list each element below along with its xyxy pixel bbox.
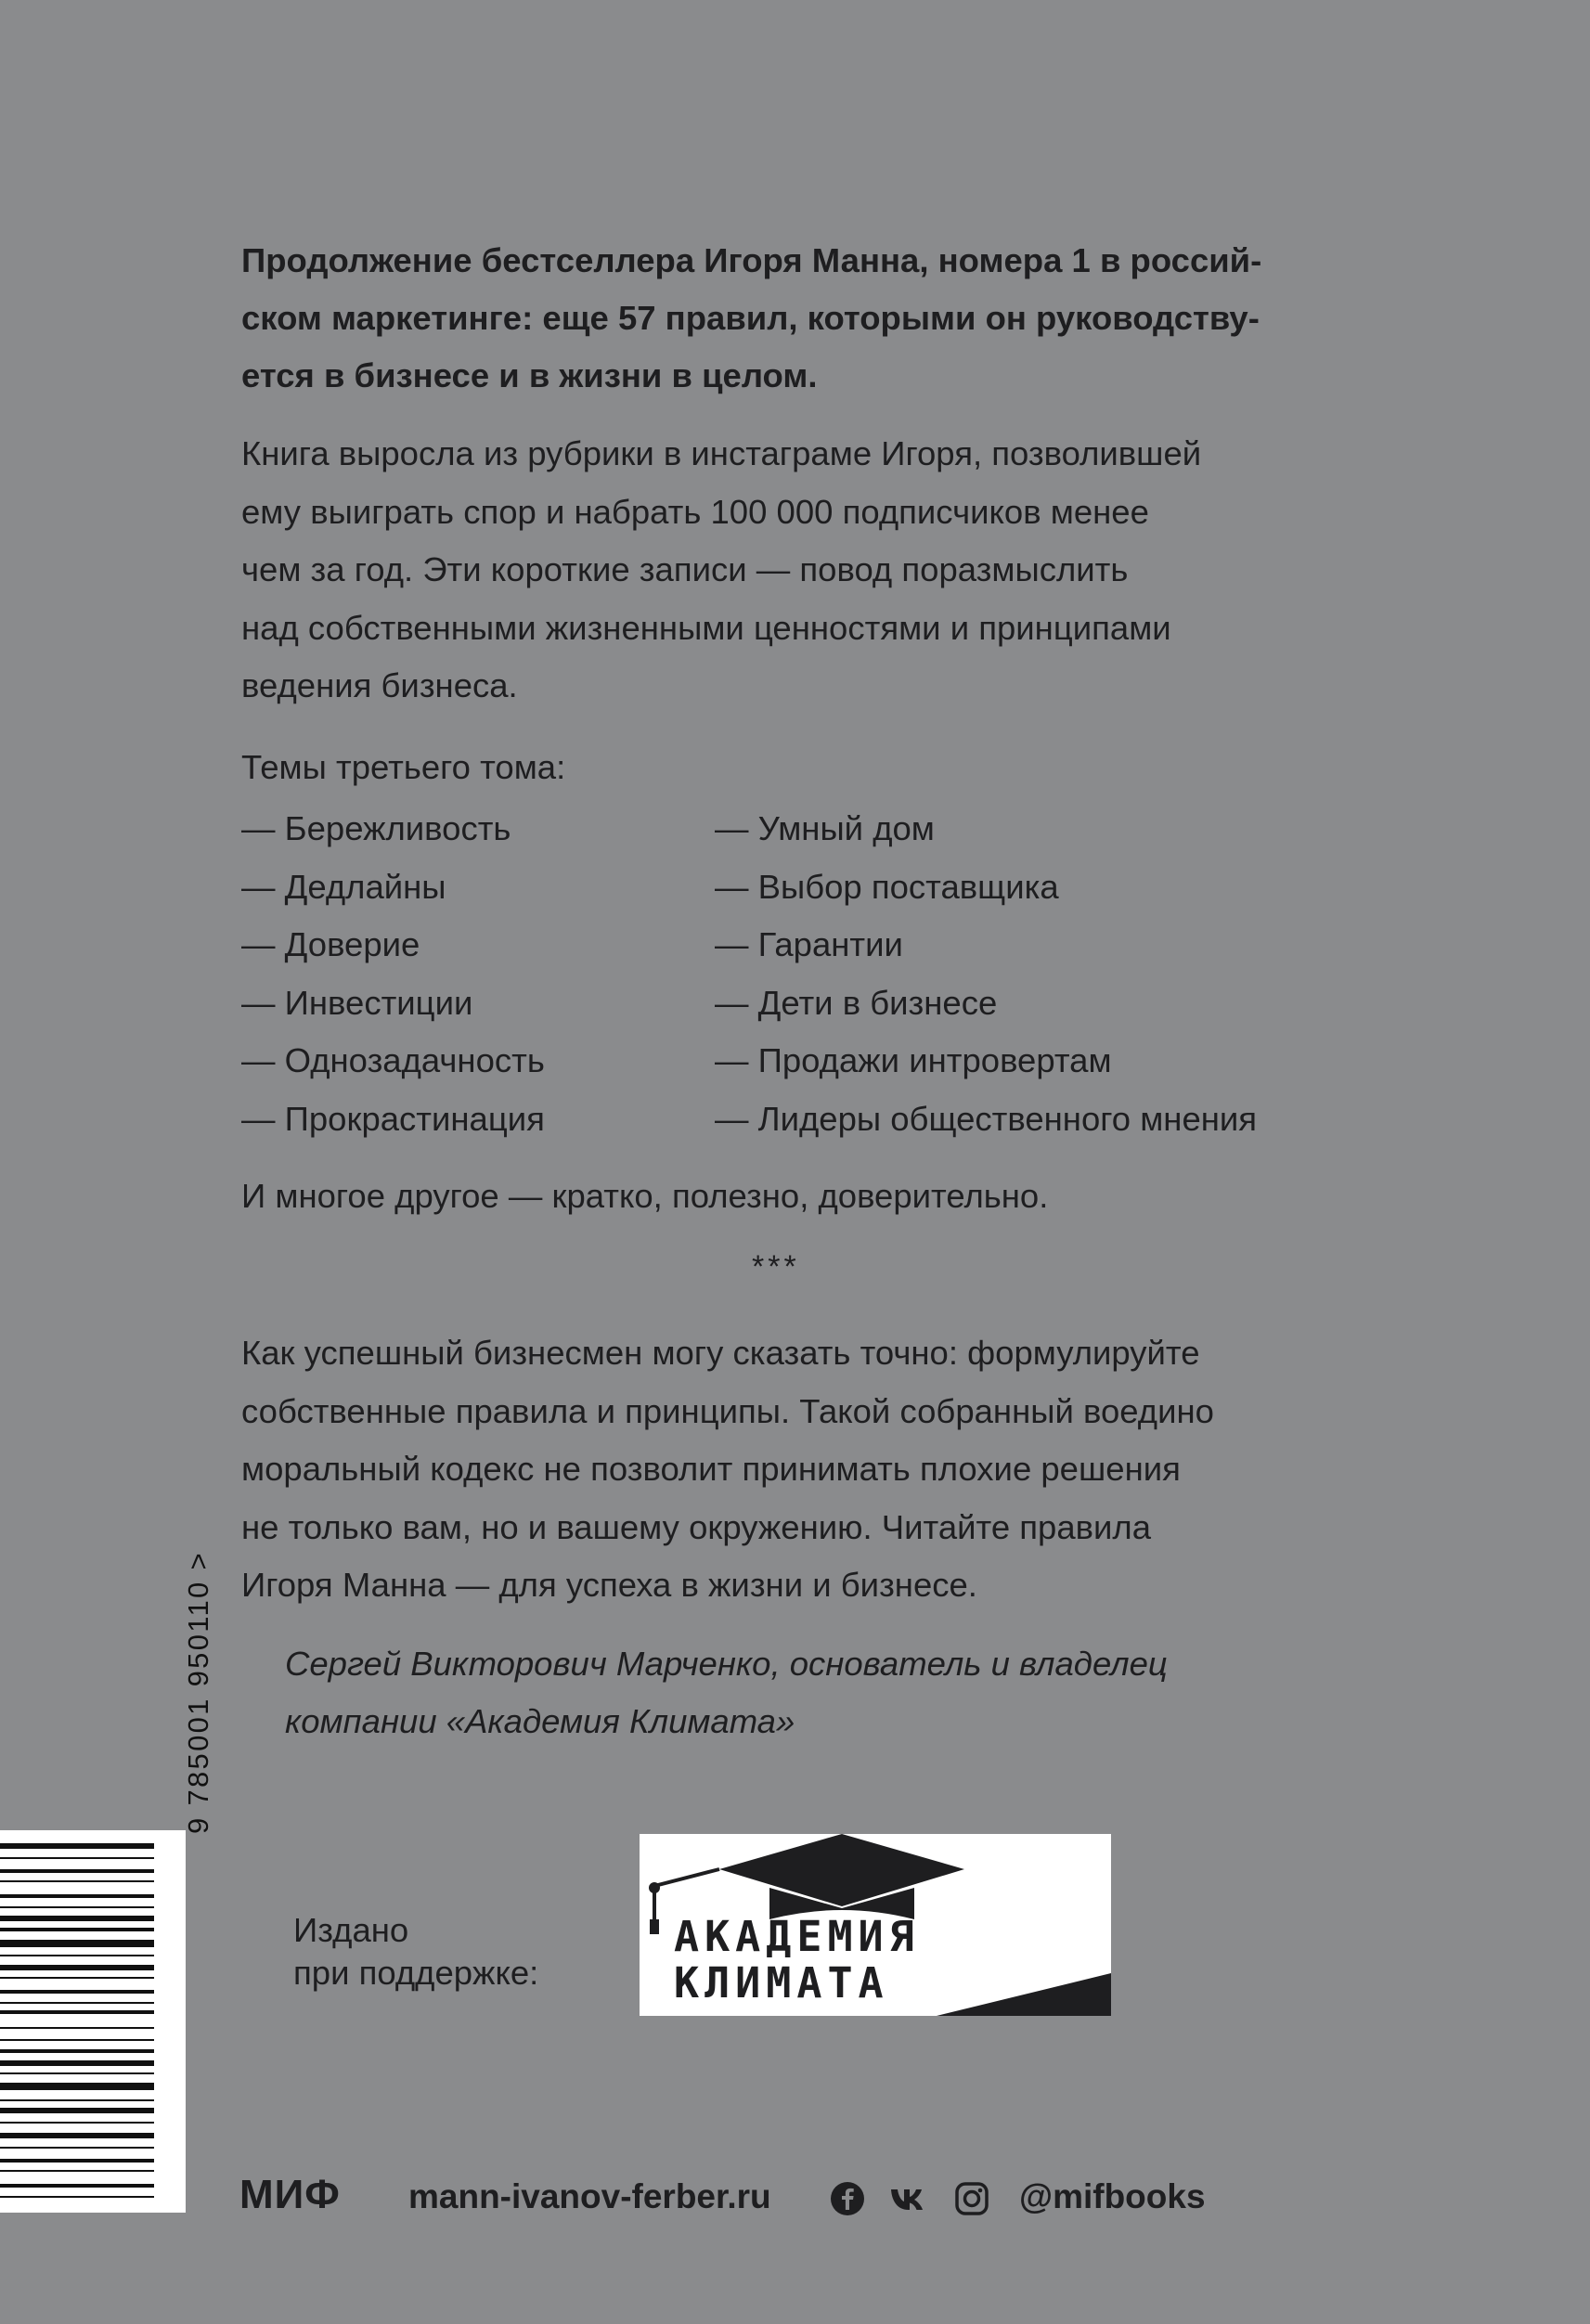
author-line: компании «Академия Климата» bbox=[285, 1702, 795, 1740]
testimonial-author bbox=[285, 1635, 1399, 1750]
publisher-logo: МИФ bbox=[239, 2172, 341, 2217]
author-line: Сергей Викторович Марченко, основатель и владелец bbox=[285, 1645, 1168, 1683]
barcode-bar bbox=[0, 1928, 154, 1931]
topic-item: — Лидеры общественного мнения bbox=[715, 1099, 1258, 1138]
facebook-icon[interactable] bbox=[830, 2181, 865, 2216]
barcode-bar bbox=[0, 2196, 154, 2198]
description-line: над собственными жизненными ценностями и принципами bbox=[241, 608, 1171, 647]
barcode-bar bbox=[0, 2122, 154, 2124]
published-line: при поддержке: bbox=[293, 1954, 539, 1992]
topic-item: — Бережливость bbox=[241, 809, 511, 847]
publisher-website[interactable]: mann-ivanov-ferber.ru bbox=[408, 2177, 771, 2215]
lead-line: Продолжение бестселлера Игоря Манна, номера 1 в россий- bbox=[241, 241, 1262, 279]
topic-item: — Доверие bbox=[241, 925, 420, 963]
topic-item: — Дети в бизнесе bbox=[715, 983, 998, 1022]
description-paragraph bbox=[241, 425, 1355, 716]
barcode-bar bbox=[0, 1940, 154, 1947]
barcode-bar bbox=[0, 1906, 154, 1908]
description-line: Книга выросла из рубрики в инстаграме Игоря, позволившей bbox=[241, 434, 1202, 472]
barcode-bar bbox=[0, 1955, 154, 1956]
sponsor-name-line: АКАДЕМИЯ bbox=[674, 1912, 920, 1961]
barcode-bar bbox=[0, 2010, 154, 2014]
lead-paragraph bbox=[241, 232, 1355, 405]
vk-icon[interactable] bbox=[889, 2181, 932, 2216]
lead-line: ском маркетинге: еще 57 правил, которыми он руководству- bbox=[241, 299, 1260, 337]
isbn-barcode bbox=[0, 1551, 214, 2213]
barcode-bar bbox=[0, 2159, 154, 2163]
topic-item: — Выбор поставщика bbox=[715, 867, 1059, 906]
description-line: чем за год. Эти короткие записи — повод поразмыслить bbox=[241, 550, 1129, 588]
testimonial-line: Как успешный бизнесмен могу сказать точно: формулируйте bbox=[241, 1334, 1200, 1372]
topic-item: — Инвестиции bbox=[241, 983, 473, 1022]
topic-item: — Дедлайны bbox=[241, 867, 446, 906]
testimonial-line: Игоря Манна — для успеха в жизни и бизнесе. bbox=[241, 1566, 977, 1604]
barcode-bar bbox=[0, 1894, 154, 1898]
barcode-bar bbox=[0, 2170, 154, 2172]
lead-line: ется в бизнесе и в жизни в целом. bbox=[241, 356, 818, 394]
barcode-bar bbox=[0, 2099, 154, 2101]
social-handle[interactable]: @mifbooks bbox=[1019, 2177, 1206, 2215]
barcode-bar bbox=[0, 1857, 154, 1859]
instagram-icon[interactable] bbox=[954, 2181, 989, 2216]
description-line: ему выиграть спор и набрать 100 000 подписчиков менее bbox=[241, 492, 1149, 531]
barcode-bar bbox=[0, 1916, 154, 1921]
testimonial-line: собственные правила и принципы. Такой собранный воедино bbox=[241, 1391, 1214, 1430]
topic-item: — Прокрастинация bbox=[241, 1099, 545, 1138]
barcode-bar bbox=[0, 2002, 154, 2004]
isbn-digits: 9 785001 950110 > bbox=[182, 1551, 214, 1834]
barcode-bar bbox=[0, 2108, 154, 2113]
barcode-bar bbox=[0, 2083, 154, 2090]
barcode-bar bbox=[0, 2039, 154, 2041]
sponsor-logo bbox=[640, 1834, 1111, 2016]
topic-item: — Гарантии bbox=[715, 925, 903, 963]
section-separator: *** bbox=[752, 1249, 800, 1285]
topics-closing: И многое другое — кратко, полезно, доверительно. bbox=[241, 1177, 1049, 1215]
published-line: Издано bbox=[293, 1911, 409, 1949]
barcode-bar bbox=[0, 2147, 154, 2149]
description-line: ведения бизнеса. bbox=[241, 666, 518, 704]
barcode-bar bbox=[0, 1990, 154, 1994]
barcode-bar bbox=[0, 1965, 154, 1970]
barcode-bar bbox=[0, 1977, 154, 1979]
barcode-bar bbox=[0, 1869, 154, 1873]
barcode-bars bbox=[0, 1830, 186, 2213]
barcode-bar bbox=[0, 2072, 154, 2074]
barcode-bar bbox=[0, 2049, 154, 2053]
barcode-bar bbox=[0, 2184, 154, 2188]
testimonial-line: не только вам, но и вашему окружению. Читайте правила bbox=[241, 1507, 1152, 1546]
barcode-bar bbox=[0, 2060, 154, 2066]
topics-heading: Темы третьего тома: bbox=[241, 748, 566, 786]
barcode-bar bbox=[0, 1880, 154, 1882]
barcode-bar bbox=[0, 2027, 154, 2029]
barcode-bar bbox=[0, 2133, 154, 2138]
topic-item: — Умный дом bbox=[715, 809, 935, 847]
topics-right-column bbox=[715, 800, 1257, 1148]
topic-item: — Продажи интровертам bbox=[715, 1041, 1112, 1079]
topic-item: — Однозадачность bbox=[241, 1041, 545, 1079]
topics-left-column bbox=[241, 800, 545, 1148]
testimonial-paragraph bbox=[241, 1324, 1355, 1615]
sponsor-name-line: КЛИМАТА bbox=[674, 1958, 889, 2008]
testimonial-line: моральный кодекс не позволит принимать плохие решения bbox=[241, 1450, 1181, 1488]
published-with-support bbox=[293, 1909, 538, 1995]
barcode-bar bbox=[0, 1843, 154, 1849]
